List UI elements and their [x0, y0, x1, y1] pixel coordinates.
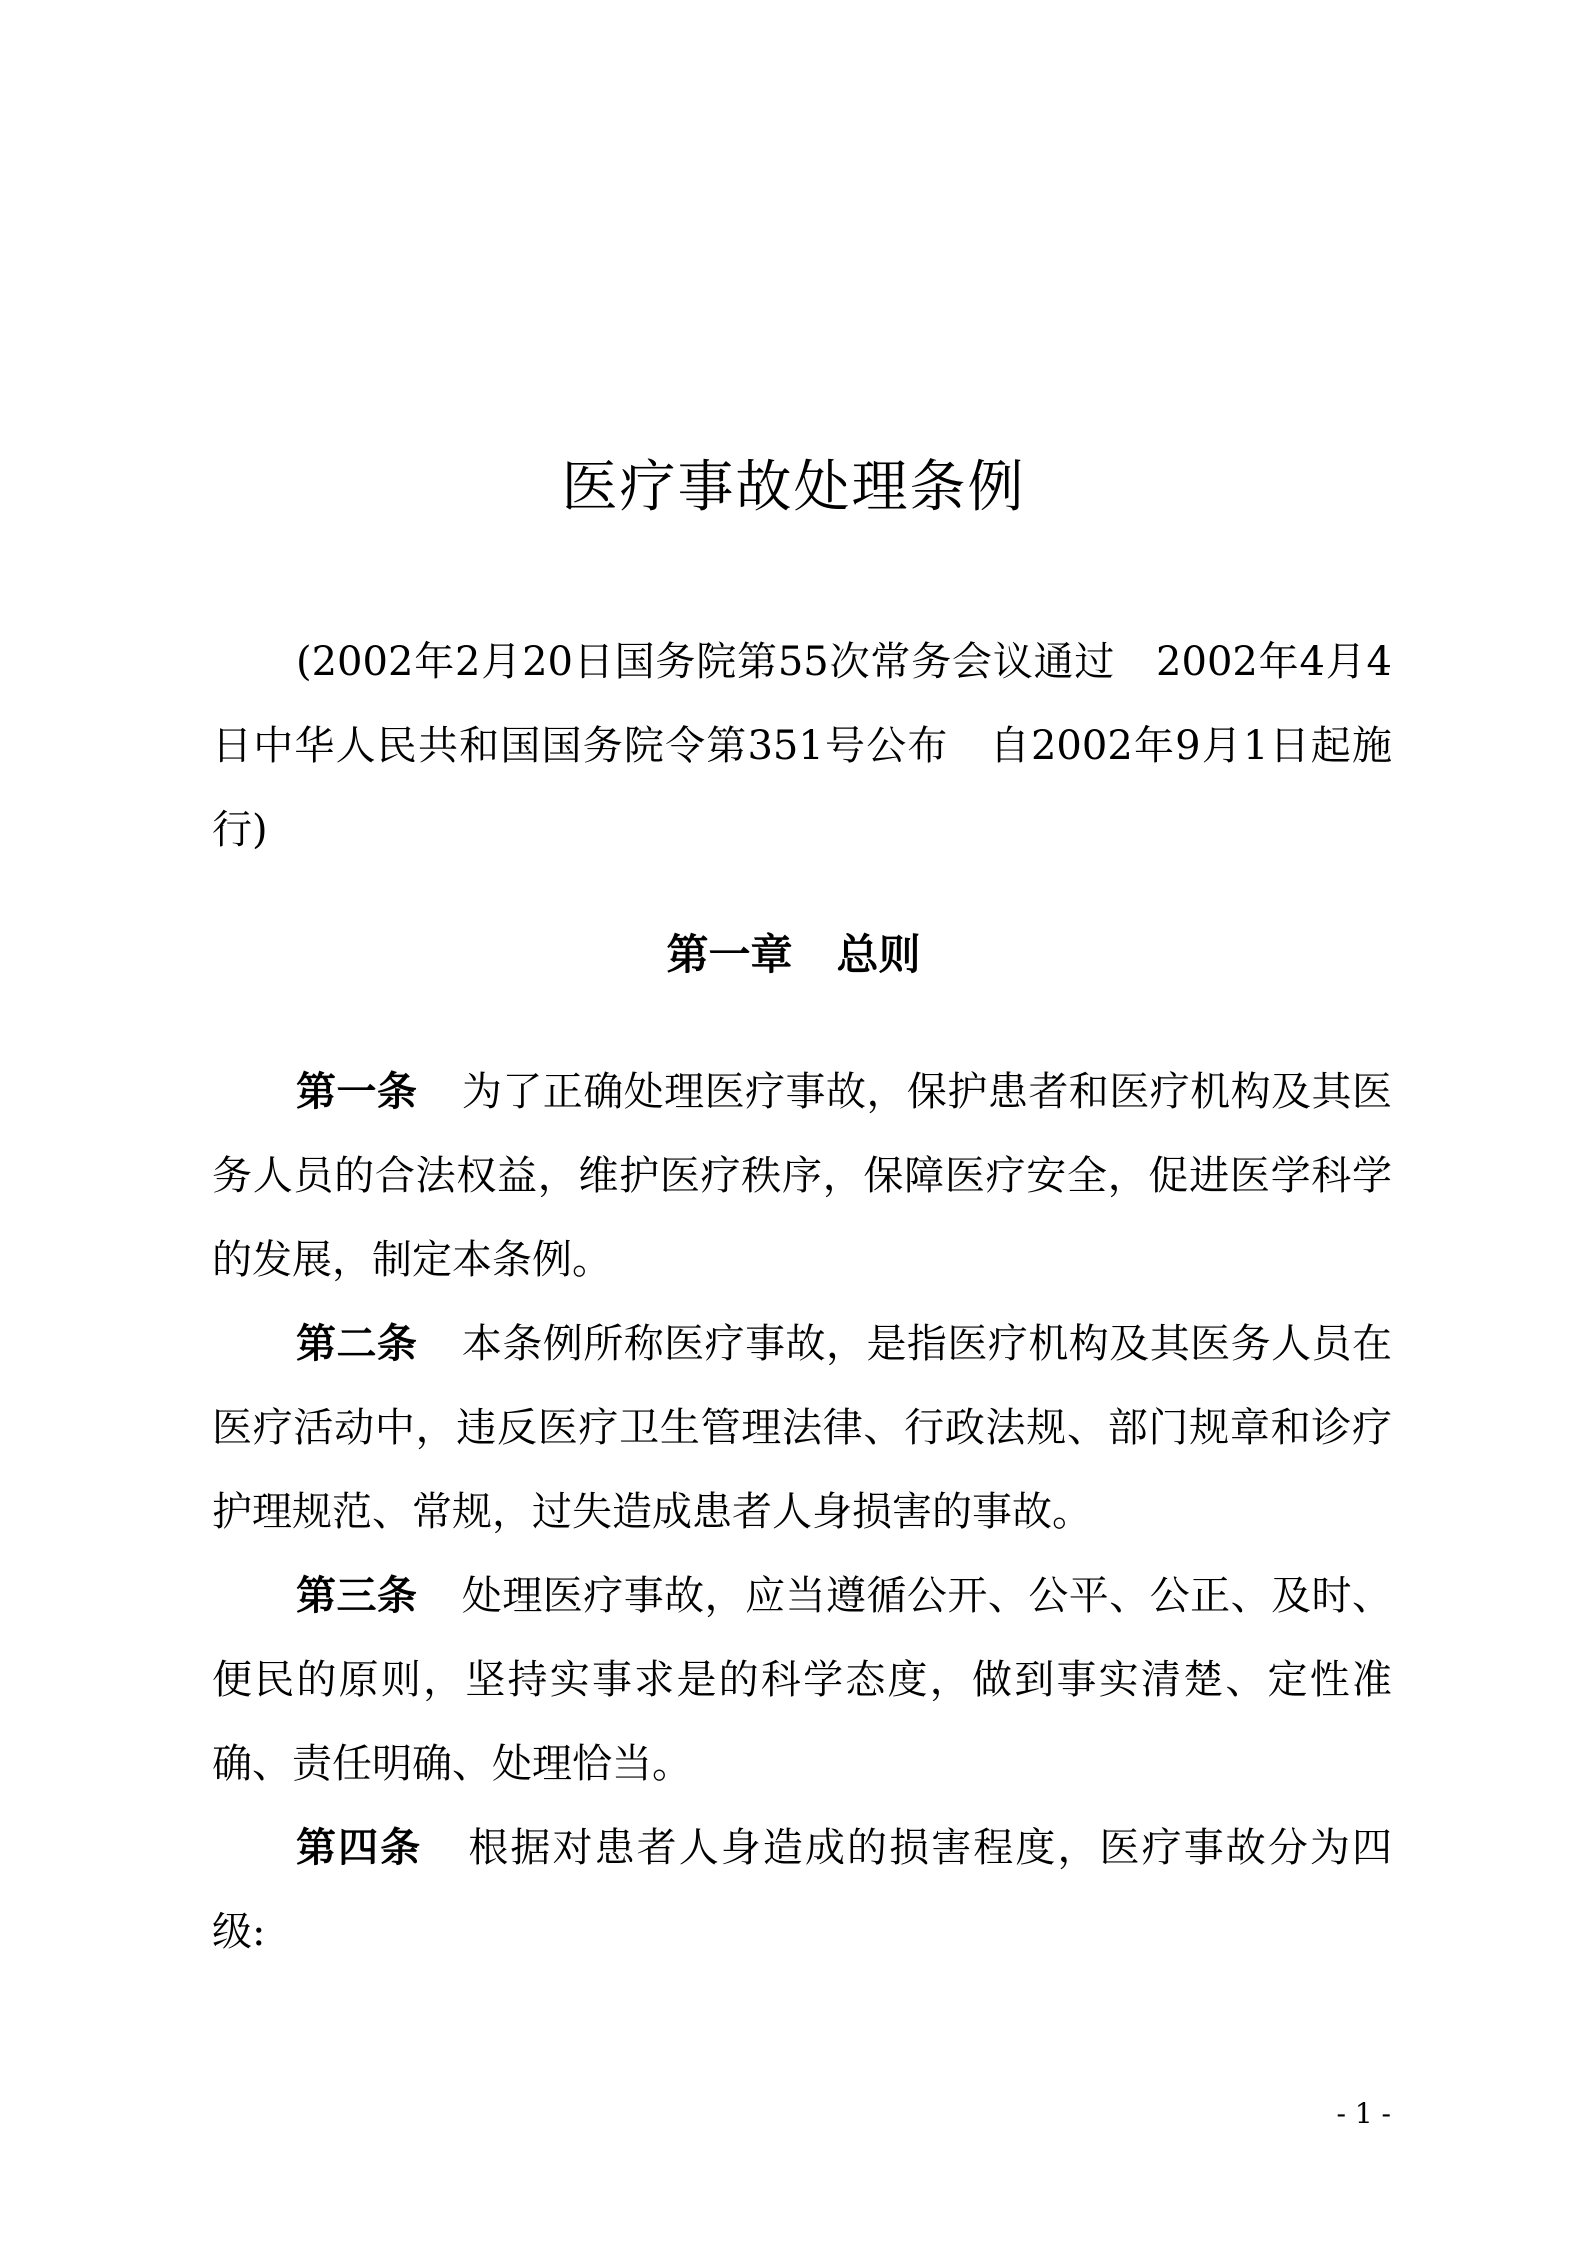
article-text: 为了正确处理医疗事故，保护患者和医疗机构及其医务人员的合法权益，维护医疗秩序，保障医疗安全，促进医学科学的发展，制定本条例。: [212, 1069, 1393, 1283]
page-number: - 1 -: [1336, 2097, 1391, 2130]
article-text: 根据对患者人身造成的损害程度，医疗事故分为四级:: [212, 1825, 1393, 1955]
document-preamble: (2002年2月20日国务院第55次常务会议通过 2002年4月4日中华人民共和国国务院令第351号公布 自2002年9月1日起施行): [212, 639, 1392, 853]
document-title: 医疗事故处理条例: [561, 455, 1026, 520]
article-2: [212, 1302, 1392, 1554]
article-number: 第四条: [296, 1825, 423, 1871]
article-number: 第一条: [296, 1069, 418, 1115]
article-3: [212, 1554, 1392, 1806]
article-text: 本条例所称医疗事故，是指医疗机构及其医务人员在医疗活动中，违反医疗卫生管理法律、行政法规、部门规章和诊疗护理规范、常规，过失造成患者人身损害的事故。: [212, 1321, 1393, 1535]
article-1: [212, 1050, 1392, 1302]
chapter-number: 第一章: [666, 930, 793, 979]
article-text: 处理医疗事故，应当遵循公开、公平、公正、及时、便民的原则，坚持实事求是的科学态度，做到事实清楚、定性准确、责任明确、处理恰当。: [212, 1573, 1393, 1787]
article-number: 第三条: [296, 1573, 418, 1619]
chapter-heading: [0, 915, 1587, 995]
chapter-name: 总则: [836, 930, 921, 979]
article-number: 第二条: [296, 1321, 418, 1367]
article-list: [212, 1050, 1392, 1974]
article-4: [212, 1806, 1392, 1974]
